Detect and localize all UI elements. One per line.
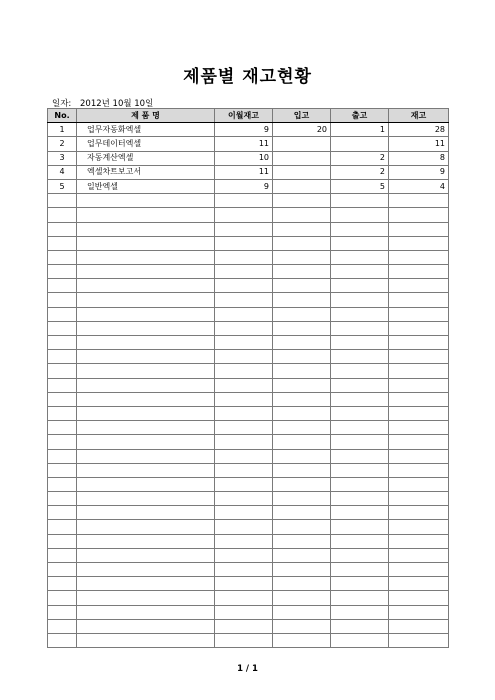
empty-cell xyxy=(77,633,215,647)
empty-cell xyxy=(273,321,331,335)
empty-cell xyxy=(389,449,449,463)
cell-stock: 4 xyxy=(389,179,449,193)
empty-cell xyxy=(48,463,77,477)
empty-cell xyxy=(215,208,273,222)
empty-cell xyxy=(48,378,77,392)
table-row-empty xyxy=(48,279,449,293)
empty-cell xyxy=(331,421,389,435)
empty-cell xyxy=(215,534,273,548)
cell-carryover: 10 xyxy=(215,151,273,165)
empty-cell xyxy=(273,378,331,392)
empty-cell xyxy=(215,222,273,236)
empty-cell xyxy=(273,392,331,406)
empty-cell xyxy=(389,548,449,562)
empty-cell xyxy=(273,406,331,420)
empty-cell xyxy=(48,605,77,619)
empty-cell xyxy=(215,435,273,449)
empty-cell xyxy=(77,222,215,236)
empty-cell xyxy=(48,208,77,222)
empty-cell xyxy=(273,633,331,647)
table-row-empty xyxy=(48,307,449,321)
table-row-empty xyxy=(48,534,449,548)
table-row-empty xyxy=(48,222,449,236)
empty-cell xyxy=(273,307,331,321)
empty-cell xyxy=(389,336,449,350)
empty-cell xyxy=(77,563,215,577)
empty-cell xyxy=(215,364,273,378)
empty-cell xyxy=(331,279,389,293)
empty-cell xyxy=(77,477,215,491)
table-row-empty xyxy=(48,350,449,364)
cell-carryover: 9 xyxy=(215,123,273,137)
empty-cell xyxy=(273,293,331,307)
table-row-empty xyxy=(48,591,449,605)
column-header-out: 출고 xyxy=(331,109,389,123)
table-row-empty xyxy=(48,293,449,307)
empty-cell xyxy=(389,591,449,605)
empty-cell xyxy=(273,250,331,264)
page-title: 제품별 재고현황 xyxy=(183,67,312,87)
empty-cell xyxy=(389,222,449,236)
empty-cell xyxy=(77,307,215,321)
cell-stock: 9 xyxy=(389,165,449,179)
table-row-empty xyxy=(48,520,449,534)
empty-cell xyxy=(331,577,389,591)
empty-cell xyxy=(331,222,389,236)
empty-cell xyxy=(389,364,449,378)
empty-cell xyxy=(273,435,331,449)
empty-cell xyxy=(331,449,389,463)
empty-cell xyxy=(273,364,331,378)
empty-cell xyxy=(215,421,273,435)
cell-no: 5 xyxy=(48,179,77,193)
empty-cell xyxy=(77,449,215,463)
empty-cell xyxy=(331,477,389,491)
cell-no: 1 xyxy=(48,123,77,137)
empty-cell xyxy=(389,350,449,364)
empty-cell xyxy=(215,563,273,577)
cell-no: 2 xyxy=(48,137,77,151)
empty-cell xyxy=(331,492,389,506)
empty-cell xyxy=(273,492,331,506)
column-header-product-name: 제 품 명 xyxy=(77,109,215,123)
empty-cell xyxy=(77,236,215,250)
empty-cell xyxy=(273,548,331,562)
empty-cell xyxy=(331,406,389,420)
empty-cell xyxy=(331,520,389,534)
empty-cell xyxy=(389,477,449,491)
cell-no: 3 xyxy=(48,151,77,165)
table-row-empty xyxy=(48,506,449,520)
empty-cell xyxy=(48,534,77,548)
cell-product-name: 업무데이터엑셀 xyxy=(77,137,215,151)
empty-cell xyxy=(48,293,77,307)
empty-cell xyxy=(48,222,77,236)
empty-cell xyxy=(215,321,273,335)
empty-cell xyxy=(215,605,273,619)
empty-cell xyxy=(389,236,449,250)
empty-cell xyxy=(389,250,449,264)
empty-cell xyxy=(215,577,273,591)
table-row-empty xyxy=(48,406,449,420)
cell-product-name: 엑셀차트보고서 xyxy=(77,165,215,179)
empty-cell xyxy=(48,321,77,335)
empty-cell xyxy=(48,265,77,279)
empty-cell xyxy=(48,350,77,364)
empty-cell xyxy=(77,520,215,534)
empty-cell xyxy=(48,492,77,506)
empty-cell xyxy=(215,250,273,264)
empty-cell xyxy=(389,194,449,208)
empty-cell xyxy=(389,506,449,520)
empty-cell xyxy=(273,336,331,350)
empty-cell xyxy=(273,591,331,605)
table-row-empty xyxy=(48,250,449,264)
empty-cell xyxy=(389,208,449,222)
cell-product-name: 업무자동화엑셀 xyxy=(77,123,215,137)
empty-cell xyxy=(389,563,449,577)
empty-cell xyxy=(331,591,389,605)
cell-out: 1 xyxy=(331,123,389,137)
empty-cell xyxy=(77,435,215,449)
empty-cell xyxy=(215,307,273,321)
cell-no: 4 xyxy=(48,165,77,179)
empty-cell xyxy=(273,279,331,293)
cell-in xyxy=(273,151,331,165)
empty-cell xyxy=(215,492,273,506)
empty-cell xyxy=(273,520,331,534)
empty-cell xyxy=(215,619,273,633)
table-row-empty xyxy=(48,321,449,335)
empty-cell xyxy=(77,406,215,420)
empty-cell xyxy=(389,293,449,307)
empty-cell xyxy=(389,421,449,435)
empty-cell xyxy=(77,250,215,264)
empty-cell xyxy=(273,265,331,279)
empty-cell xyxy=(273,194,331,208)
table-row xyxy=(48,165,449,179)
empty-cell xyxy=(273,350,331,364)
table-row xyxy=(48,123,449,137)
empty-cell xyxy=(48,406,77,420)
cell-stock: 28 xyxy=(389,123,449,137)
cell-stock: 11 xyxy=(389,137,449,151)
empty-cell xyxy=(331,208,389,222)
empty-cell xyxy=(331,307,389,321)
cell-in xyxy=(273,179,331,193)
empty-cell xyxy=(215,477,273,491)
empty-cell xyxy=(77,605,215,619)
empty-cell xyxy=(331,194,389,208)
empty-cell xyxy=(273,449,331,463)
table-row-empty xyxy=(48,421,449,435)
empty-cell xyxy=(389,463,449,477)
table-row-empty xyxy=(48,336,449,350)
empty-cell xyxy=(48,421,77,435)
empty-cell xyxy=(331,378,389,392)
table-row-empty xyxy=(48,449,449,463)
empty-cell xyxy=(48,619,77,633)
empty-cell xyxy=(215,633,273,647)
cell-out: 5 xyxy=(331,179,389,193)
empty-cell xyxy=(77,577,215,591)
empty-cell xyxy=(48,392,77,406)
empty-cell xyxy=(331,563,389,577)
empty-cell xyxy=(273,421,331,435)
table-header-row xyxy=(48,109,449,123)
empty-cell xyxy=(77,279,215,293)
empty-cell xyxy=(389,406,449,420)
empty-cell xyxy=(215,406,273,420)
empty-cell xyxy=(48,563,77,577)
cell-out xyxy=(331,137,389,151)
empty-cell xyxy=(77,421,215,435)
empty-cell xyxy=(389,492,449,506)
empty-cell xyxy=(48,577,77,591)
empty-cell xyxy=(273,477,331,491)
empty-cell xyxy=(77,534,215,548)
empty-cell xyxy=(389,605,449,619)
empty-cell xyxy=(215,350,273,364)
empty-cell xyxy=(48,633,77,647)
empty-cell xyxy=(273,222,331,236)
empty-cell xyxy=(389,534,449,548)
empty-cell xyxy=(389,633,449,647)
empty-cell xyxy=(331,633,389,647)
empty-cell xyxy=(331,506,389,520)
table-row-empty xyxy=(48,378,449,392)
empty-cell xyxy=(48,364,77,378)
empty-cell xyxy=(48,307,77,321)
empty-cell xyxy=(215,265,273,279)
empty-cell xyxy=(273,534,331,548)
empty-cell xyxy=(77,265,215,279)
empty-cell xyxy=(48,194,77,208)
empty-cell xyxy=(48,506,77,520)
empty-cell xyxy=(389,435,449,449)
cell-stock: 8 xyxy=(389,151,449,165)
column-header-carryover: 이월재고 xyxy=(215,109,273,123)
empty-cell xyxy=(77,378,215,392)
table-row-empty xyxy=(48,435,449,449)
date-value: 2012년 10월 10일 xyxy=(80,99,154,109)
empty-cell xyxy=(48,548,77,562)
empty-cell xyxy=(273,236,331,250)
empty-cell xyxy=(389,392,449,406)
table-row-empty xyxy=(48,633,449,647)
cell-in: 20 xyxy=(273,123,331,137)
empty-cell xyxy=(215,449,273,463)
empty-cell xyxy=(331,336,389,350)
empty-cell xyxy=(389,378,449,392)
cell-product-name: 자동계산엑셀 xyxy=(77,151,215,165)
column-header-stock: 재고 xyxy=(389,109,449,123)
empty-cell xyxy=(77,619,215,633)
empty-cell xyxy=(215,378,273,392)
table-row-empty xyxy=(48,477,449,491)
empty-cell xyxy=(215,506,273,520)
empty-cell xyxy=(331,534,389,548)
table-row-empty xyxy=(48,364,449,378)
empty-cell xyxy=(389,321,449,335)
table-row-empty xyxy=(48,236,449,250)
table-row-empty xyxy=(48,563,449,577)
empty-cell xyxy=(215,548,273,562)
empty-cell xyxy=(331,293,389,307)
inventory-table xyxy=(47,108,449,648)
empty-cell xyxy=(48,520,77,534)
empty-cell xyxy=(48,250,77,264)
table-row-empty xyxy=(48,392,449,406)
empty-cell xyxy=(77,208,215,222)
empty-cell xyxy=(331,250,389,264)
empty-cell xyxy=(215,194,273,208)
empty-cell xyxy=(331,463,389,477)
empty-cell xyxy=(331,350,389,364)
empty-cell xyxy=(331,619,389,633)
table-row-empty xyxy=(48,492,449,506)
column-header-in: 입고 xyxy=(273,109,331,123)
empty-cell xyxy=(215,591,273,605)
empty-cell xyxy=(331,548,389,562)
empty-cell xyxy=(48,591,77,605)
table-row-empty xyxy=(48,605,449,619)
empty-cell xyxy=(215,236,273,250)
empty-cell xyxy=(48,236,77,250)
empty-cell xyxy=(77,591,215,605)
empty-cell xyxy=(215,463,273,477)
empty-cell xyxy=(273,619,331,633)
empty-cell xyxy=(215,520,273,534)
empty-cell xyxy=(331,392,389,406)
table-row xyxy=(48,151,449,165)
empty-cell xyxy=(389,265,449,279)
cell-carryover: 11 xyxy=(215,165,273,179)
table-row-empty xyxy=(48,463,449,477)
cell-out: 2 xyxy=(331,151,389,165)
cell-carryover: 11 xyxy=(215,137,273,151)
empty-cell xyxy=(215,336,273,350)
empty-cell xyxy=(77,506,215,520)
table-row-empty xyxy=(48,619,449,633)
empty-cell xyxy=(331,321,389,335)
date-label: 일자: xyxy=(52,99,72,109)
empty-cell xyxy=(215,392,273,406)
table-row-empty xyxy=(48,577,449,591)
empty-cell xyxy=(389,619,449,633)
table-row xyxy=(48,179,449,193)
empty-cell xyxy=(48,435,77,449)
table-row-empty xyxy=(48,208,449,222)
cell-product-name: 일반엑셀 xyxy=(77,179,215,193)
empty-cell xyxy=(215,293,273,307)
cell-carryover: 9 xyxy=(215,179,273,193)
empty-cell xyxy=(48,279,77,293)
empty-cell xyxy=(273,208,331,222)
page-number: 1 / 1 xyxy=(237,664,258,674)
empty-cell xyxy=(273,463,331,477)
table-row-empty xyxy=(48,548,449,562)
empty-cell xyxy=(77,336,215,350)
empty-cell xyxy=(77,321,215,335)
table-row xyxy=(48,137,449,151)
empty-cell xyxy=(48,336,77,350)
empty-cell xyxy=(389,307,449,321)
empty-cell xyxy=(389,577,449,591)
empty-cell xyxy=(77,548,215,562)
empty-cell xyxy=(331,265,389,279)
empty-cell xyxy=(77,492,215,506)
cell-in xyxy=(273,165,331,179)
table-row-empty xyxy=(48,265,449,279)
empty-cell xyxy=(77,463,215,477)
empty-cell xyxy=(389,279,449,293)
empty-cell xyxy=(331,236,389,250)
empty-cell xyxy=(273,506,331,520)
empty-cell xyxy=(77,392,215,406)
table-row-empty xyxy=(48,194,449,208)
empty-cell xyxy=(331,364,389,378)
empty-cell xyxy=(77,194,215,208)
empty-cell xyxy=(273,605,331,619)
empty-cell xyxy=(77,350,215,364)
empty-cell xyxy=(273,563,331,577)
column-header-no: No. xyxy=(48,109,77,123)
cell-in xyxy=(273,137,331,151)
empty-cell xyxy=(77,364,215,378)
empty-cell xyxy=(215,279,273,293)
empty-cell xyxy=(48,449,77,463)
empty-cell xyxy=(331,435,389,449)
cell-out: 2 xyxy=(331,165,389,179)
empty-cell xyxy=(77,293,215,307)
empty-cell xyxy=(331,605,389,619)
empty-cell xyxy=(48,477,77,491)
empty-cell xyxy=(273,577,331,591)
empty-cell xyxy=(389,520,449,534)
